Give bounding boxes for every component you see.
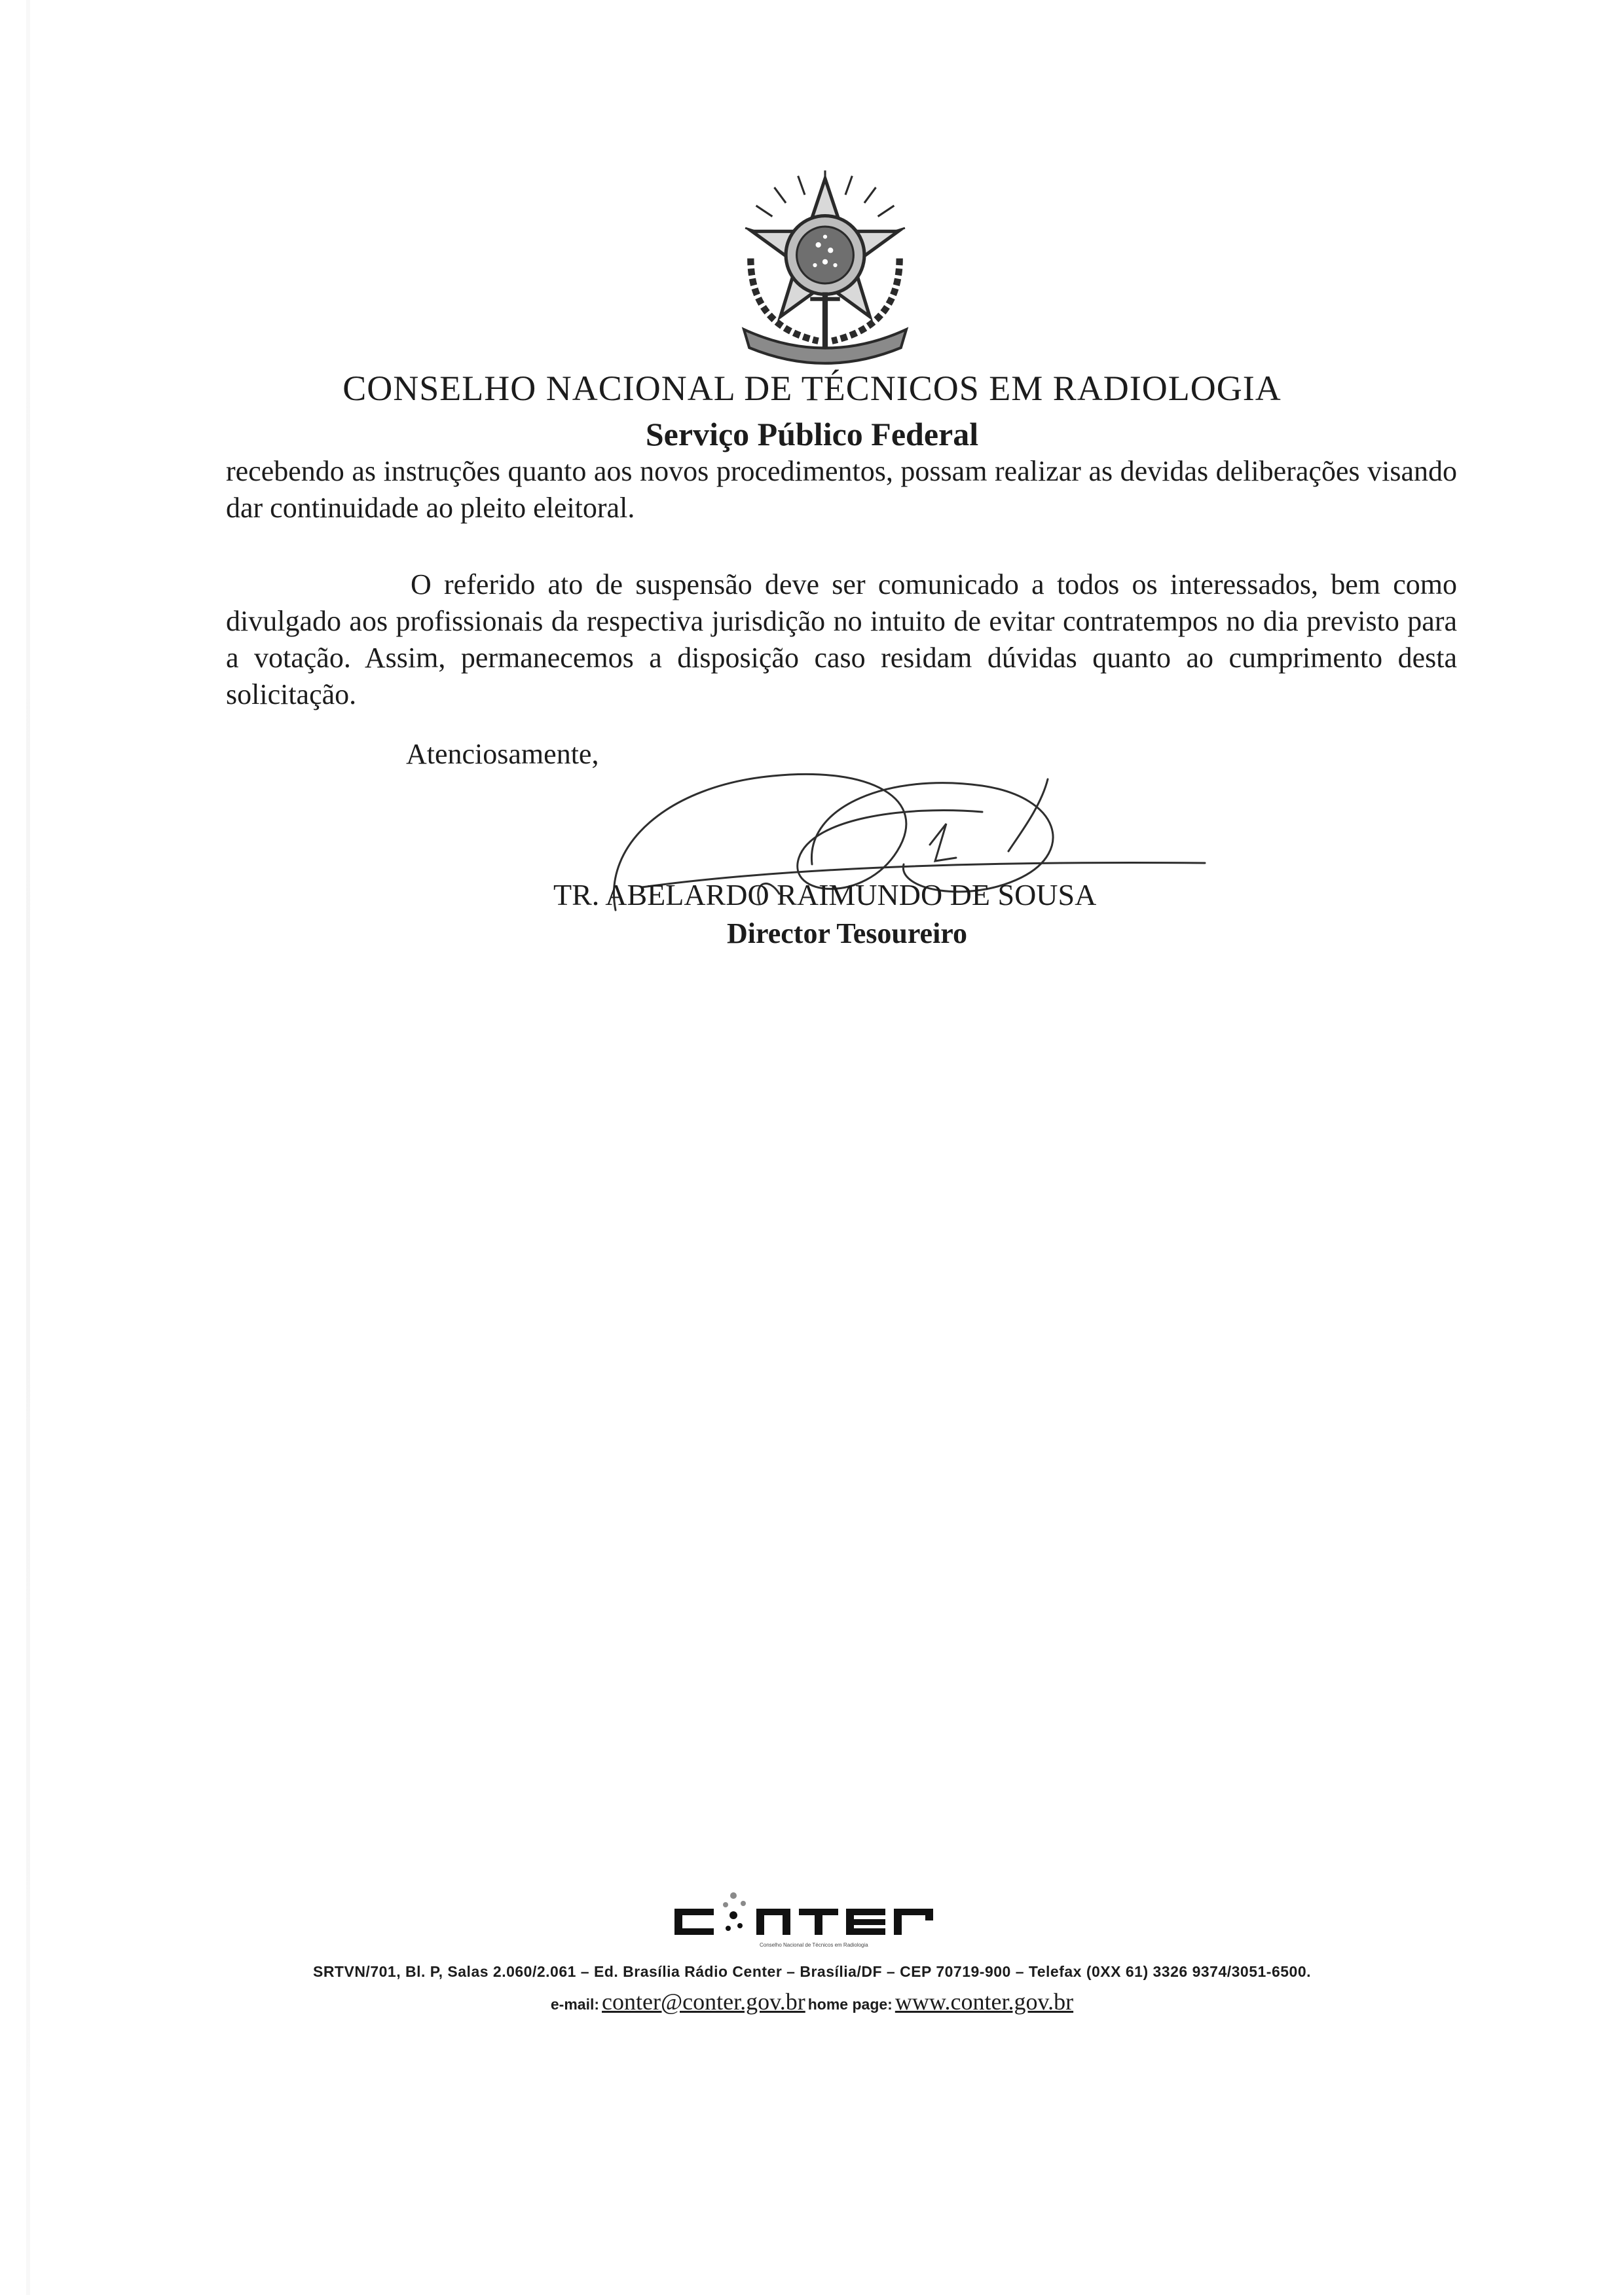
- organization-title: CONSELHO NACIONAL DE TÉCNICOS EM RADIOLOGIA: [342, 369, 1282, 408]
- coat-of-arms-icon: [724, 164, 927, 367]
- organization-subtitle: Serviço Público Federal: [645, 416, 979, 452]
- body-paragraph-2: O referido ato de suspensão deve ser comunicado a todos os interessados, bem como divulgado aos profissionais da respectiva jurisdição no intuito de evitar contratempos no dia previsto para a votação. Assim, permanecemos a disposição caso residam dúvidas quanto ao cumprimento desta solicitação.: [226, 568, 1457, 710]
- scan-edge: [26, 0, 30, 2295]
- body-paragraph-1: recebendo as instruções quanto aos novos procedimentos, possam realizar as devidas deliberações visando dar continuidade ao pleito eleitoral.: [226, 455, 1457, 524]
- svg-text:Conselho Nacional de Técnicos: Conselho Nacional de Técnicos em Radiologia: [760, 1942, 868, 1948]
- email-link[interactable]: conter@conter.gov.br: [602, 1989, 805, 2015]
- homepage-label: home page:: [807, 1996, 893, 2013]
- signer-role: Director Tesoureiro: [727, 917, 968, 949]
- footer-contact: [0, 1988, 1624, 2015]
- handwritten-signature-icon: [589, 746, 1218, 943]
- homepage-link[interactable]: www.conter.gov.br: [895, 1989, 1074, 2015]
- closing-salutation: Atenciosamente,: [406, 738, 599, 770]
- signer-name: TR. ABELARDO RAIMUNDO DE SOUSA: [553, 878, 1097, 911]
- conter-logo-icon: [668, 1882, 956, 1955]
- email-label: e-mail:: [550, 1996, 600, 2013]
- footer-address: SRTVN/701, Bl. P, Salas 2.060/2.061 – Ed. Brasília Rádio Center – Brasília/DF – CEP 70719-900 – Telefax (0XX 61) 3326 9374/3051-6500.: [312, 1963, 1312, 1980]
